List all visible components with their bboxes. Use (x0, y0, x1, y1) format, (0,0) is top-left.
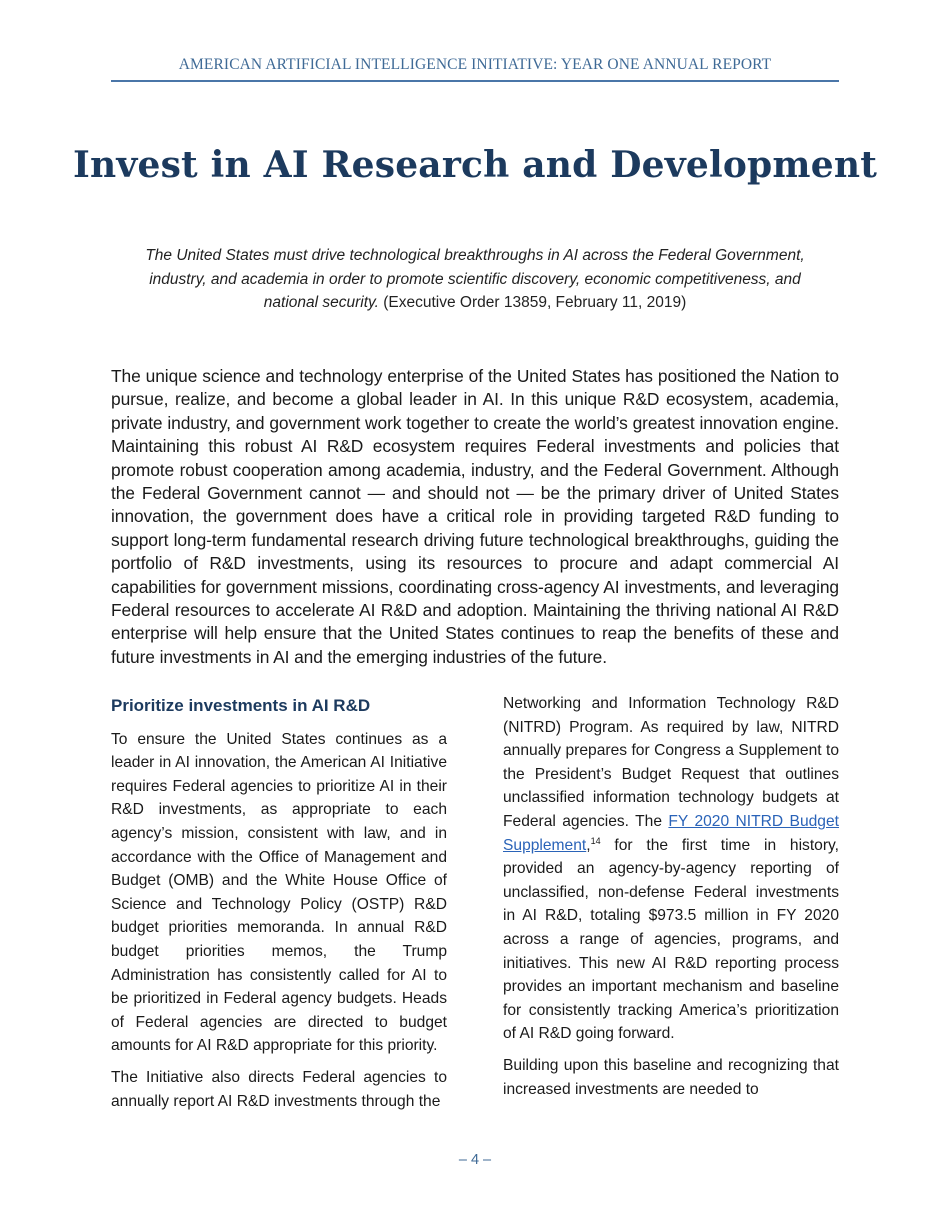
quote-text: The United States must drive technological breakthroughs in AI across the Federal Government, industry, and academia in order to promote scientific discovery, economic competitiveness, and national security. (145, 247, 805, 311)
body-paragraph-3 (503, 692, 839, 1046)
quote-citation: (Executive Order 13859, February 11, 2019) (383, 294, 687, 311)
paragraph-3-start: Networking and Information Technology R&D (NITRD) Program. As required by law, NITRD annually prepares for Congress a Supplement to the President’s Budget Request that outlines unclassified information technology budgets at Federal agencies. The (503, 695, 839, 830)
running-header: AMERICAN ARTIFICIAL INTELLIGENCE INITIATIVE: YEAR ONE ANNUAL REPORT (178, 56, 772, 73)
nitrd-budget-supplement-link[interactable]: FY 2020 NITRD Budget Supplement (503, 812, 839, 854)
epigraph-quote (138, 244, 812, 315)
page-number: – 4 – (458, 1152, 492, 1168)
body-paragraph-4: Building upon this baseline and recognizing that increased investments are needed to (503, 1056, 839, 1098)
paragraph-3-comma: , (586, 836, 591, 854)
left-column (111, 694, 447, 1121)
body-paragraph-1: To ensure the United States continues as a leader in AI innovation, the American AI Initiative requires Federal agencies to prioritize AI in their R&D investments, as appropriate to each agency’s mission, consistent with law, and in accordance with the Office of Management and Budget (OMB) and the White House Office of Science and Technology Policy (OSTP) R&D budget priorities memoranda. In annual R&D budget priorities memos, the Trump Administration has consistently called for AI to be prioritized in Federal agency budgets. Heads of Federal agencies are directed to budget amounts for AI R&D appropriate for this priority. (111, 730, 447, 1055)
header-rule (111, 80, 839, 82)
footnote-marker[interactable]: 14 (590, 835, 601, 846)
page-title: Invest in AI Research and Development (72, 144, 878, 186)
subsection-heading: Prioritize investments in AI R&D (111, 696, 371, 715)
body-paragraph-2: The Initiative also directs Federal agencies to annually report AI R&D investments through the (111, 1068, 447, 1110)
paragraph-3-end: for the first time in history, provided an agency-by-agency reporting of unclassified, non-defense Federal investments in AI R&D, totaling $973.5 million in FY 2020 across a range of agencies, programs, and initiatives. This new AI R&D reporting process provides an important mechanism and baseline for consistently tracking America’s prioritization of AI R&D going forward. (503, 836, 839, 1043)
intro-paragraph: The unique science and technology enterprise of the United States has positioned the Nation to pursue, realize, and become a global leader in AI. In this unique R&D ecosystem, academia, private industry, and government work together to create the world’s greatest innovation engine. Maintaining this robust AI R&D ecosystem requires Federal investments and policies that promote robust cooperation among academia, industry, and the Federal Government. Although the Federal Government cannot — and should not — be the primary driver of United States innovation, the government does have a critical role in providing targeted R&D funding to support long-term fundamental research driving future technological breakthroughs, guiding the portfolio of R&D investments, using its resources to procure and adapt commercial AI capabilities for government missions, coordinating cross-agency AI investments, and leveraging Federal resources to accelerate AI R&D and adoption. Maintaining the thriving national AI R&D enterprise will help ensure that the United States continues to reap the benefits of these and future investments in AI and the emerging industries of the future. (111, 366, 839, 667)
right-column (503, 692, 839, 1109)
